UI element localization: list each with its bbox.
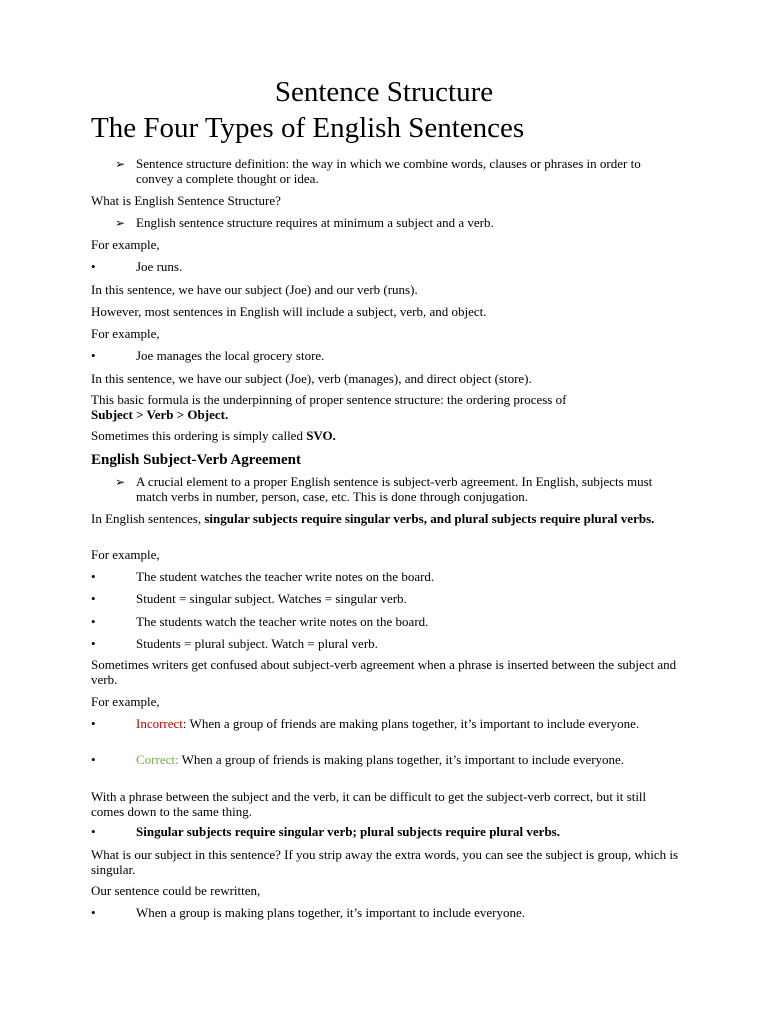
bullet-icon: •: [91, 905, 96, 920]
paragraph: However, most sentences in English will include a subject, verb, and object.: [91, 304, 487, 319]
paragraph: In this sentence, we have our subject (Joe) and our verb (runs).: [91, 282, 418, 297]
definition-item: [91, 157, 691, 186]
minimum-text: English sentence structure requires at minimum a subject and a verb.: [136, 215, 494, 230]
agreement-item: [91, 475, 691, 504]
paragraph: Our sentence could be rewritten,: [91, 883, 261, 898]
rule-item-text: Singular subjects require singular verb; plural subjects require plural verbs.: [136, 824, 560, 839]
rule-bold: singular subjects require singular verbs, and plural subjects require plural verbs.: [204, 511, 655, 526]
bullet-icon: •: [91, 591, 96, 606]
paragraph: What is our subject in this sentence? If you strip away the extra words, you can see the subject is group, which is singular.: [91, 847, 679, 877]
list-item-text: Students = plural subject. Watch = plural verb.: [136, 636, 378, 651]
paragraph: Sometimes writers get confused about subject-verb agreement when a phrase is inserted between the subject and verb.: [91, 657, 677, 687]
list-item: [91, 637, 691, 652]
example-item: [91, 349, 691, 364]
rule-text: In English sentences,: [91, 511, 205, 526]
bullet-icon: •: [91, 752, 96, 767]
for-example-label: For example,: [91, 326, 160, 341]
rule-item: [91, 825, 691, 840]
svo-bold: SVO.: [306, 428, 336, 443]
minimum-item: [91, 216, 691, 231]
incorrect-label: Incorrect: [136, 716, 183, 731]
incorrect-text: : When a group of friends are making plans together, it’s important to include everyone.: [182, 716, 640, 731]
paragraph: In this sentence, we have our subject (Joe), verb (manages), and direct object (store).: [91, 371, 532, 386]
bullet-icon: •: [91, 348, 96, 363]
formula-text: This basic formula is the underpinning of proper sentence structure: the ordering process of: [91, 392, 567, 407]
bullet-icon: •: [91, 569, 96, 584]
agreement-text: A crucial element to a proper English sentence is subject-verb agreement. In English, subjects must match verbs in number, person, case, etc. This is done through conjugation.: [136, 474, 653, 504]
arrow-bullet-icon: ➢: [115, 216, 126, 230]
formula-paragraph: [91, 393, 681, 422]
bullet-icon: •: [91, 259, 96, 274]
arrow-bullet-icon: ➢: [115, 475, 126, 489]
bullet-icon: •: [91, 614, 96, 629]
list-item-text: Student = singular subject. Watches = singular verb.: [136, 591, 407, 606]
list-item: [91, 615, 691, 630]
example-text: Joe runs.: [136, 259, 183, 274]
list-item-text: The students watch the teacher write notes on the board.: [136, 614, 429, 629]
list-item-text: The student watches the teacher write notes on the board.: [136, 569, 435, 584]
definition-text: Sentence structure definition: the way in which we combine words, clauses or phrases in order to convey a complete thought or idea.: [136, 156, 641, 186]
example-text: Joe manages the local grocery store.: [136, 348, 325, 363]
svo-text: Sometimes this ordering is simply called: [91, 428, 307, 443]
list-item: [91, 592, 691, 607]
example-item: [91, 260, 691, 275]
bullet-icon: •: [91, 824, 96, 839]
list-item: [91, 570, 691, 585]
bullet-icon: •: [91, 636, 96, 651]
paragraph: With a phrase between the subject and the verb, it can be difficult to get the subject-verb correct, but it still comes down to the same thing.: [91, 789, 647, 819]
rule-paragraph: [91, 512, 681, 527]
correct-text: When a group of friends is making plans together, it’s important to include everyone.: [178, 752, 625, 767]
bullet-icon: •: [91, 716, 96, 731]
incorrect-example: [91, 717, 691, 732]
for-example-label: For example,: [91, 547, 160, 562]
correct-label: Correct:: [136, 752, 179, 767]
final-item: [91, 906, 691, 921]
svo-paragraph: [91, 429, 681, 444]
page-title: Sentence Structure: [274, 76, 494, 108]
question-paragraph: What is English Sentence Structure?: [91, 193, 281, 208]
for-example-label: For example,: [91, 237, 160, 252]
section-heading: English Subject-Verb Agreement: [91, 452, 301, 468]
page-subtitle: The Four Types of English Sentences: [91, 112, 525, 144]
correct-example: [91, 753, 691, 768]
for-example-label: For example,: [91, 694, 160, 709]
formula-bold: Subject > Verb > Object.: [91, 406, 229, 422]
final-text: When a group is making plans together, it’s important to include everyone.: [136, 905, 526, 920]
arrow-bullet-icon: ➢: [115, 157, 126, 171]
